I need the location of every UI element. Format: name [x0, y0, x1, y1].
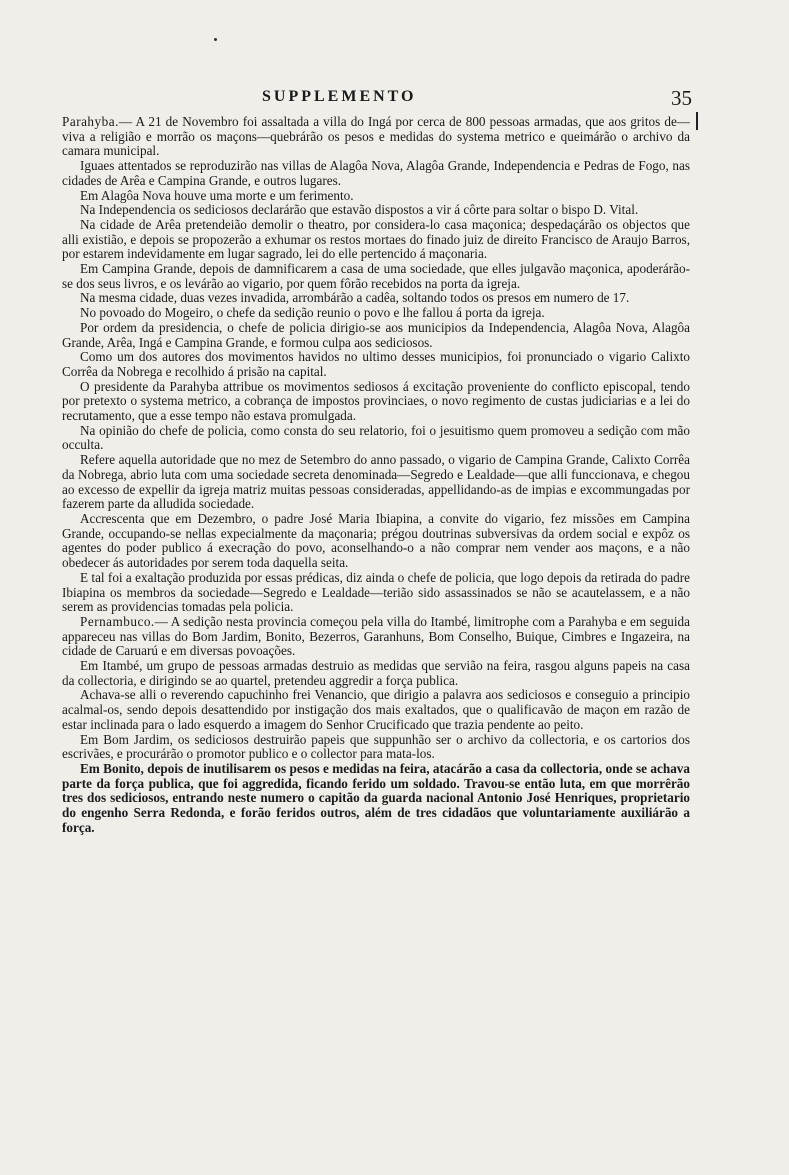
paragraph	[62, 159, 690, 188]
paragraph-text: — A 21 de Novembro foi assaltada a villa do Ingá por cerca de 800 pessoas armadas, que aos gritos de—viva a religião e morrão os maçons—quebrárão os pesos e medidas do systema metrico e queimárão o archivo da camara municipal.	[62, 114, 690, 159]
paragraph	[62, 291, 690, 306]
paragraph-text: Em Bom Jardim, os sediciosos destruirão papeis que suppunhão ser o archivo da collectoria, e os cartorios dos escrivães, e procurárão o promotor publico e o collector para mata-los.	[62, 731, 690, 762]
section-label-parahyba: Parahyba.	[62, 114, 119, 129]
paragraph-text: Iguaes attentados se reproduzirão nas villas de Alagôa Nova, Alagôa Grande, Independencia e Pedras de Fogo, nas cidades de Arêa e Campina Grande, e outros lugares.	[62, 158, 690, 188]
paragraph-text: Por ordem da presidencia, o chefe de policia dirigio-se aos municipios da Independencia, Alagôa Nova, Alagôa Grande, Arêa, Ingá e Campina Grande, e formou culpa aos sediciosos.	[62, 319, 690, 350]
paragraph	[62, 571, 690, 615]
paragraph	[62, 762, 690, 836]
paragraph-text: Na cidade de Arêa pretendeião demolir o theatro, por considera-lo casa maçonica; despedaçárão os objectos que alli existião, e depois se propozerão a exhumar os restos mortaes do finado juiz de direito Francisco de Araujo Barros, por estarem indevidamente em lugar sagrado, lei do elle pertencido á maçonaria.	[62, 216, 690, 262]
paragraph-text: Em Itambé, um grupo de pessoas armadas destruio as medidas que servião na feira, rasgou alguns papeis na casa da collectoria, e dirigindo se ao quartel, pretendeu aggredir a força publica.	[62, 658, 690, 688]
paragraph-text: Como um dos autores dos movimentos havidos no ultimo desses municipios, foi pronunciado o vigario Calixto Corrêa da Nobrega e recolhido á prisão na capital.	[62, 349, 690, 379]
paragraph-text: Refere aquella autoridade que no mez de Setembro do anno passado, o vigario de Campina Grande, Calixto Corrêa da Nobrega, abrio luta com uma sociedade secreta denominada—Segredo e Lealdade—que alli funccionava, e chegou ao excesso de expellir da igreja matriz muitas pessoas consideradas, appellidando-as de impias e excommungadas por fazerem parte da alludida sociedade.	[62, 452, 690, 512]
paragraph-text: No povoado do Mogeiro, o chefe da sedição reunio o povo e lhe fallou á porta da igreja.	[80, 305, 545, 321]
paragraph	[62, 218, 690, 262]
paragraph-text: — A sedição nesta provincia começou pela villa do Itambé, limitrophe com a Parahyba e em seguida appareceu nas villas do Bom Jardim, Bonito, Bezerros, Garanhuns, Bom Conselho, Buique, Cimbres e Ingazeira, na cidade de Caruarú e em diversas povoações.	[62, 613, 690, 659]
paragraph-text: Em Alagôa Nova houve uma morte e um ferimento.	[80, 187, 354, 203]
paragraph	[62, 380, 690, 424]
page-header	[62, 88, 692, 110]
paragraph-text: Na Independencia os sediciosos declarárão que estavão dispostos a vir á côrte para soltar o bispo D. Vital.	[80, 202, 639, 218]
paragraph-text: Na mesma cidade, duas vezes invadida, arrombárão a cadêa, soltando todos os presos em numero de 17.	[80, 290, 630, 306]
paragraph	[62, 262, 690, 291]
paragraph	[62, 733, 690, 762]
paragraph	[62, 189, 690, 204]
paragraph	[62, 453, 690, 512]
text-column	[62, 115, 690, 835]
paragraph-text: O presidente da Parahyba attribue os movimentos sediosos á excitação proveniente do conflicto episcopal, tendo por pretexto o systema metrico, a cobrança de impostos provinciaes, o novo regimento de custas judiciarias e a lei do recrutamento, que a esse tempo não estava promulgada.	[62, 378, 690, 424]
paragraph	[62, 659, 690, 688]
section-label-pernambuco: Pernambuco.	[80, 613, 155, 629]
paragraph	[62, 321, 690, 350]
paragraph	[62, 350, 690, 379]
paragraph-text: Em Campina Grande, depois de damnificarem a casa de uma sociedade, que elles julgavão maçonica, apoderárão-se dos seus livros, e os levárão ao vigario, por quem fôrão recebidos na porta da igreja.	[62, 261, 690, 291]
page-number: 35	[671, 86, 692, 110]
paragraph-text: Accrescenta que em Dezembro, o padre José Maria Ibiapina, a convite do vigario, fez missões em Campina Grande, occupando-se nellas expecialmente da maçonaria; prégou doutrinas subversivas da ordem social e expôz os agentes do poder publico á execração do povo, aconselhando-o a não comprar nem vender aos maçons, e a não obedecer ás autoridades por serem toda daquella seita.	[62, 510, 690, 571]
paragraph	[62, 512, 690, 571]
paragraph	[62, 203, 690, 218]
paragraph-text: Em Bonito, depois de inutilisarem os pesos e medidas na feira, atacárão a casa da collectoria, onde se achava parte da força publica, que foi aggredida, ficando ferido um soldado. Travou-se então luta, em que morrêrão tres dos sediciosos, entrando neste numero o capitão da guarda nacional Antonio José Henriques, proprietario do engenho Serra Redonda, e forão feridos outros, além de tres cidadãos que voluntariamente auxiliárão a força.	[62, 760, 690, 835]
paragraph-pernambuco	[62, 615, 690, 659]
paragraph	[62, 688, 690, 732]
print-speck	[214, 38, 217, 41]
paragraph-text: E tal foi a exaltação produzida por essas prédicas, diz ainda o chefe de policia, que logo depois da retirada do padre Ibiapina os membros da sociedade—Segredo e Lealdade—terião sido assassinados se não se acautelassem, e a não serem as providencias tomadas pela policia.	[62, 569, 690, 615]
paragraph-parahyba	[62, 115, 690, 159]
running-title: SUPPLEMENTO	[262, 88, 417, 105]
paragraph	[62, 424, 690, 453]
paragraph	[62, 306, 690, 321]
paragraph-text: Na opinião do chefe de policia, como consta do seu relatorio, foi o jesuitismo quem promoveu a sedição com mão occulta.	[62, 422, 690, 453]
paragraph-text: Achava-se alli o reverendo capuchinho frei Venancio, que dirigio a palavra aos sediciosos e conseguio a principio acalmal-os, sendo depois desattendido por instigação dos mais exaltados, que o qualificavão de maçon em razão de estar inclinada para o lado esquerdo a imagem do Senhor Crucificado que trazia pendente ao peito.	[62, 687, 690, 732]
margin-mark	[696, 112, 698, 130]
